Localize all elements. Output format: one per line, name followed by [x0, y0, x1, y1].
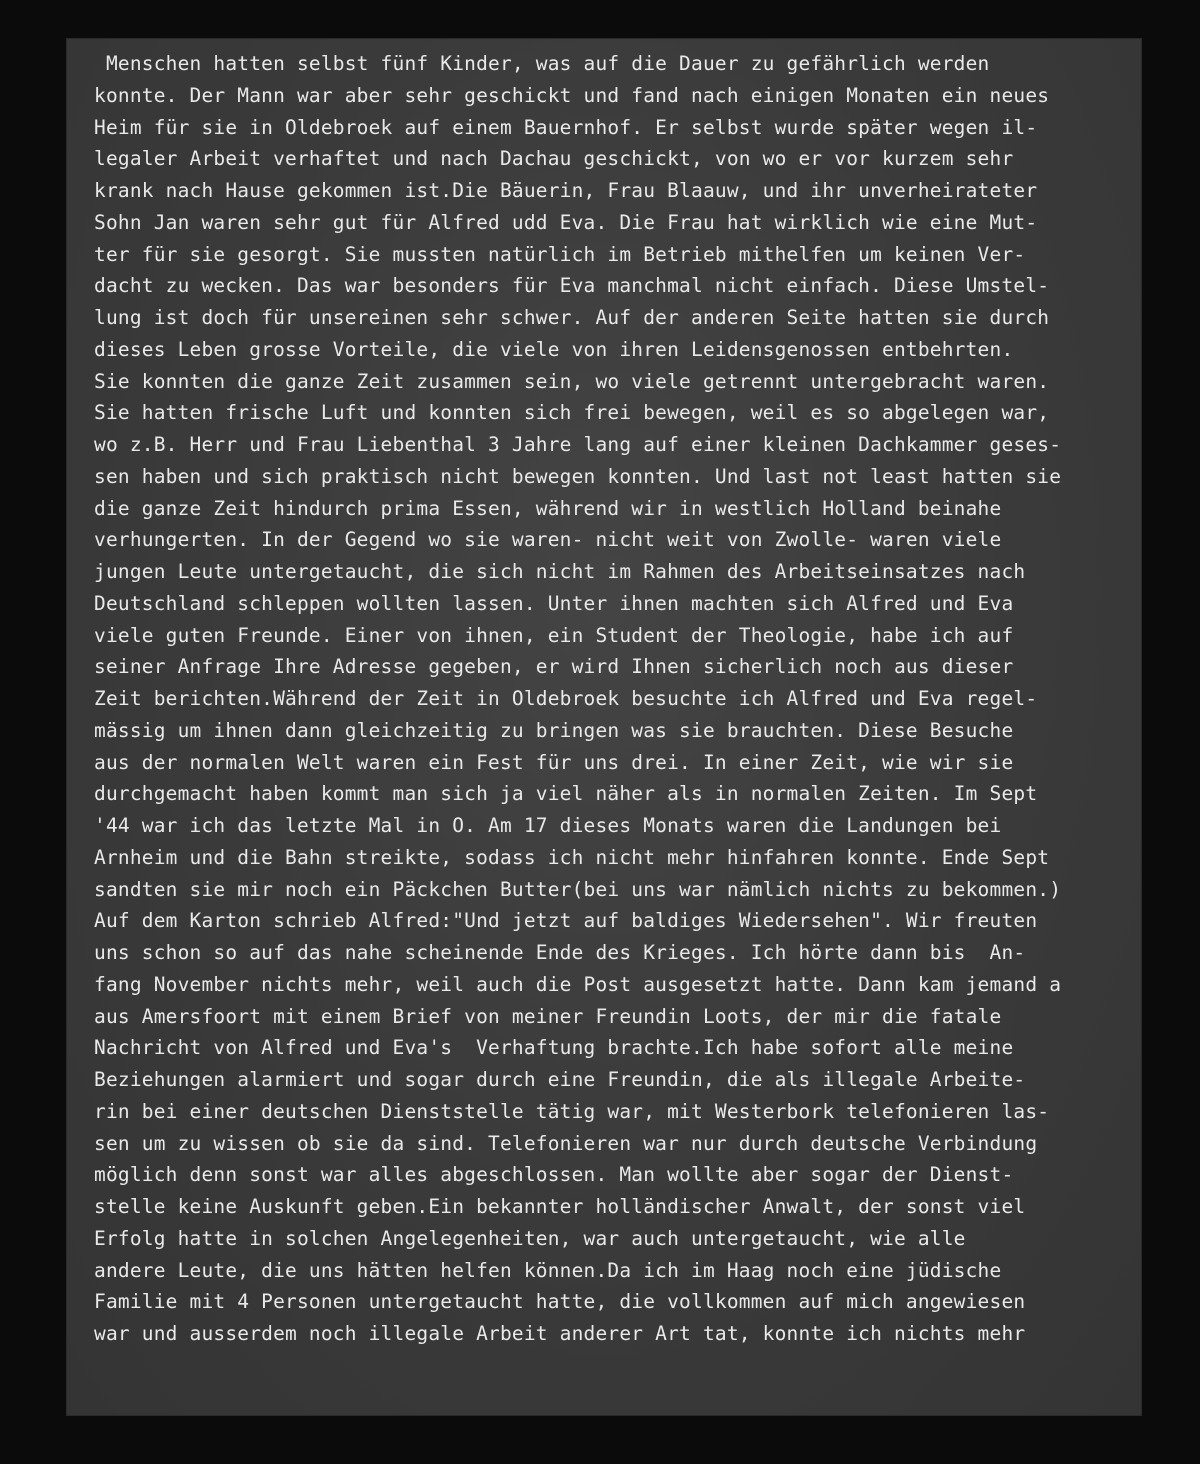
text-line: dacht zu wecken. Das war besonders für Eva manchmal nicht einfach. Diese Umstel-	[94, 274, 1050, 298]
text-line: wo z.B. Herr und Frau Liebenthal 3 Jahre lang auf einer kleinen Dachkammer geses-	[94, 433, 1062, 456]
text-line: konnte. Der Mann war aber sehr geschickt und fand nach einigen Monaten ein neues	[94, 83, 1050, 107]
typewritten-text-body	[94, 48, 1134, 1350]
text-line: Menschen hatten selbst fünf Kinder, was auf die Dauer zu gefährlich werden	[94, 52, 990, 75]
text-line: Arnheim und die Bahn streikte, sodass ich nicht mehr hinfahren konnte. Ende Sept	[94, 845, 1050, 869]
text-line: war und ausserdem noch illegale Arbeit anderer Art tat, konnte ich nichts mehr	[94, 1322, 1026, 1345]
text-line: sandten sie mir noch ein Päckchen Butter(bei uns war nämlich nichts zu bekommen.)	[94, 877, 1062, 901]
text-line: ter für sie gesorgt. Sie mussten natürlich im Betrieb mithelfen um keinen Ver-	[94, 242, 1026, 266]
text-line: legaler Arbeit verhaftet und nach Dachau geschickt, von wo er vor kurzem sehr	[94, 147, 1014, 171]
text-line: Sie hatten frische Luft und konnten sich frei bewegen, weil es so abgelegen war,	[94, 401, 1050, 425]
text-line: Familie mit 4 Personen untergetaucht hatte, die vollkommen auf mich angewiesen	[94, 1290, 1026, 1314]
text-line: sen um zu wissen ob sie da sind. Telefonieren war nur durch deutsche Verbindung	[94, 1131, 1038, 1155]
text-line: stelle keine Auskunft geben.Ein bekannter holländischer Anwalt, der sonst viel	[94, 1195, 1026, 1218]
text-line: aus Amersfoort mit einem Brief von meiner Freundin Loots, der mir die fatale	[94, 1004, 1002, 1028]
text-line: jungen Leute untergetaucht, die sich nicht im Rahmen des Arbeitseinsatzes nach	[94, 560, 1026, 583]
text-line: durchgemacht haben kommt man sich ja viel näher als in normalen Zeiten. Im Sept	[94, 782, 1038, 806]
text-line: viele guten Freunde. Einer von ihnen, ein Student der Theologie, habe ich auf	[94, 623, 1014, 647]
text-line: seiner Anfrage Ihre Adresse gegeben, er wird Ihnen sicherlich noch aus dieser	[94, 655, 1014, 679]
text-line: uns schon so auf das nahe scheinende Ende des Krieges. Ich hörte dann bis An-	[94, 941, 1026, 964]
text-line: krank nach Hause gekommen ist.Die Bäuerin, Frau Blaauw, und ihr unverheirateter	[94, 179, 1038, 202]
text-line: die ganze Zeit hindurch prima Essen, während wir in westlich Holland beinahe	[94, 496, 1002, 520]
text-line: möglich denn sonst war alles abgeschlossen. Man wollte aber sogar der Dienst-	[94, 1163, 1014, 1187]
text-line: Nachricht von Alfred und Eva's Verhaftung brachte.Ich habe sofort alle meine	[94, 1036, 1014, 1060]
text-line: sen haben und sich praktisch nicht bewegen konnten. Und last not least hatten sie	[94, 464, 1062, 488]
text-line: rin bei einer deutschen Dienststelle tätig war, mit Westerbork telefonieren las-	[94, 1099, 1050, 1123]
text-line: '44 war ich das letzte Mal in O. Am 17 dieses Monats waren die Landungen bei	[94, 814, 1002, 837]
text-line: Erfolg hatte in solchen Angelegenheiten, war auch untergetaucht, wie alle	[94, 1226, 966, 1250]
text-line: aus der normalen Welt waren ein Fest für uns drei. In einer Zeit, wie wir sie	[94, 750, 1014, 774]
text-line: Beziehungen alarmiert und sogar durch eine Freundin, die als illegale Arbeite-	[94, 1068, 1026, 1091]
text-line: verhungerten. In der Gegend wo sie waren- nicht weit von Zwolle- waren viele	[94, 528, 1002, 552]
typewritten-page	[66, 38, 1142, 1416]
text-line: andere Leute, die uns hätten helfen können.Da ich im Haag noch eine jüdische	[94, 1258, 1002, 1282]
text-line: Zeit berichten.Während der Zeit in Oldebroek besuchte ich Alfred und Eva regel-	[94, 687, 1038, 710]
text-line: Sohn Jan waren sehr gut für Alfred udd Eva. Die Frau hat wirklich wie eine Mut-	[94, 210, 1038, 234]
text-line: Deutschland schleppen wollten lassen. Unter ihnen machten sich Alfred und Eva	[94, 591, 1014, 615]
text-line: dieses Leben grosse Vorteile, die viele von ihren Leidensgenossen entbehrten.	[94, 337, 1014, 361]
text-line: Auf dem Karton schrieb Alfred:"Und jetzt auf baldiges Wiedersehen". Wir freuten	[94, 909, 1038, 933]
text-line: lung ist doch für unsereinen sehr schwer. Auf der anderen Seite hatten sie durch	[94, 306, 1050, 329]
text-line: fang November nichts mehr, weil auch die Post ausgesetzt hatte. Dann kam jemand a	[94, 972, 1062, 996]
text-line: mässig um ihnen dann gleichzeitig zu bringen was sie brauchten. Diese Besuche	[94, 718, 1014, 742]
text-line: Sie konnten die ganze Zeit zusammen sein, wo viele getrennt untergebracht waren.	[94, 369, 1050, 393]
text-line: Heim für sie in Oldebroek auf einem Bauernhof. Er selbst wurde später wegen il-	[94, 115, 1038, 139]
